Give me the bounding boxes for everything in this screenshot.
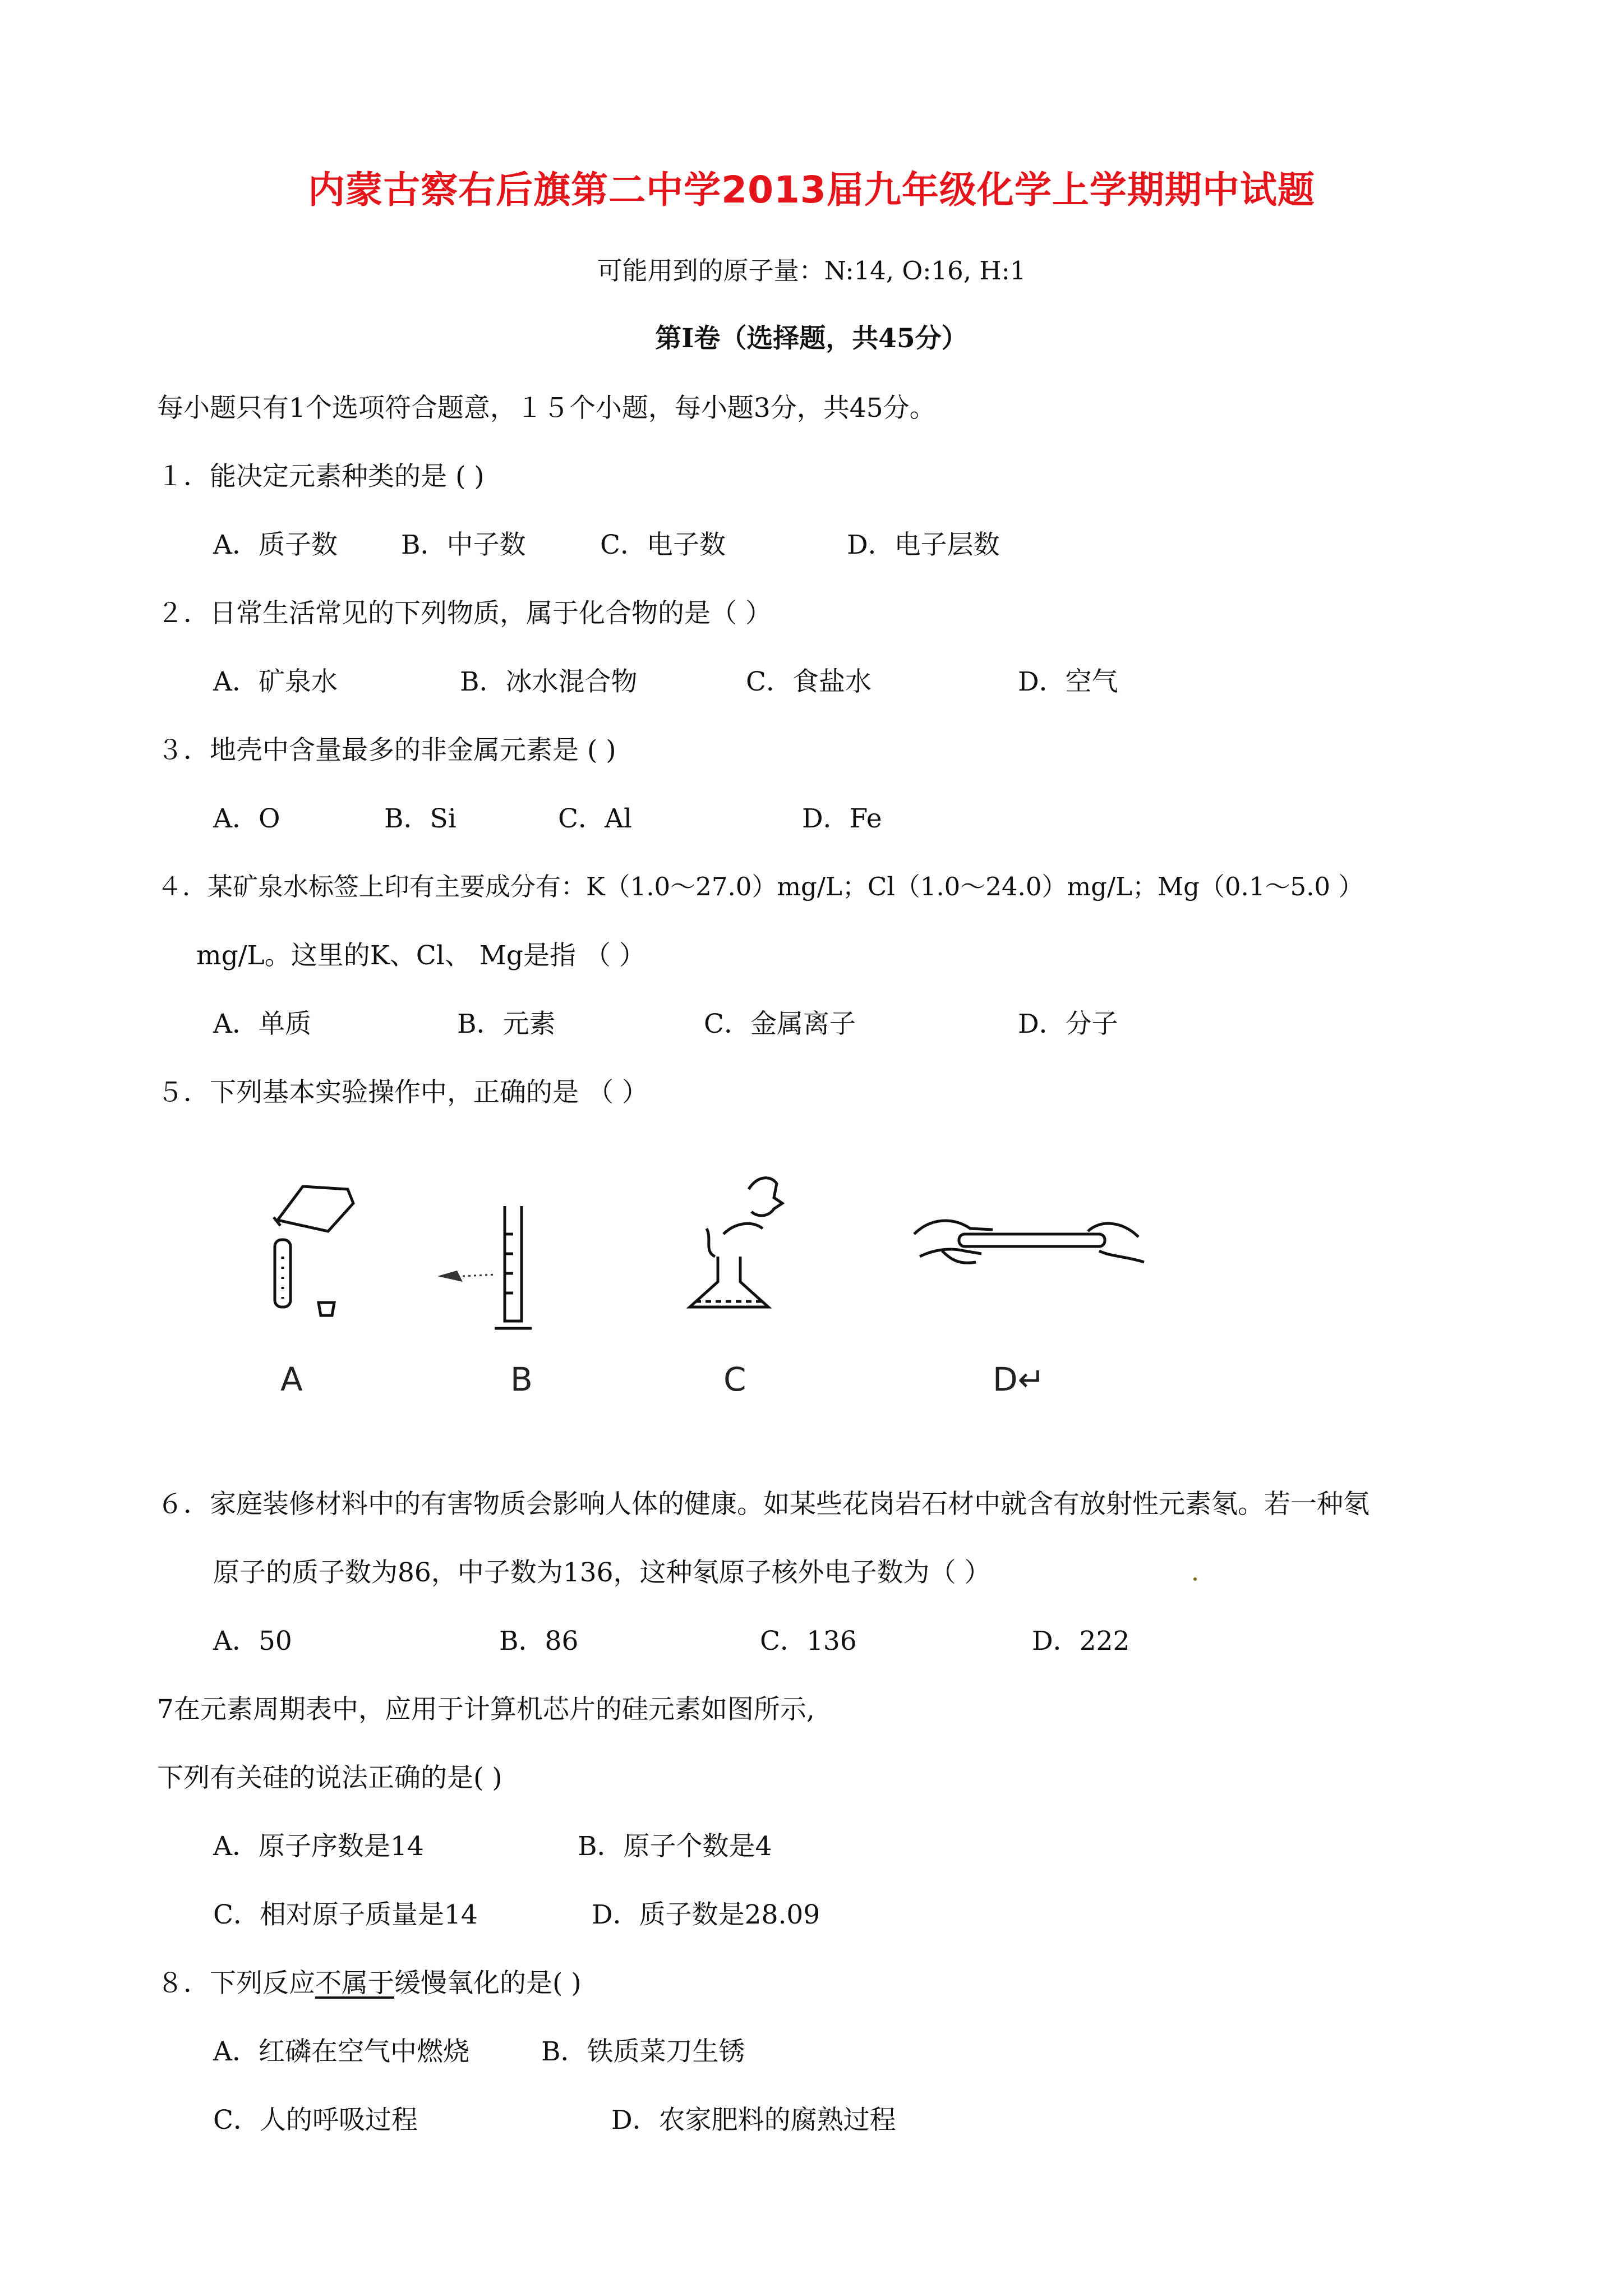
q1-option-c: C．电子数 <box>600 530 726 560</box>
q5-figure-label-b: B <box>510 1360 533 1398</box>
q2-stem: ２．日常生活常见的下列物质，属于化合物的是（ ） <box>157 598 772 629</box>
q2-option-b: B．冰水混合物 <box>460 666 638 697</box>
q7-option-b: B．原子个数是4 <box>578 1831 772 1862</box>
q3-stem: ３．地壳中含量最多的非金属元素是 ( ) <box>157 735 616 766</box>
q6-option-c: C．136 <box>760 1626 857 1657</box>
q4-option-a: A．单质 <box>213 1009 311 1039</box>
smelling-gas-figure <box>673 1167 802 1324</box>
q3-option-d: D．Fe <box>802 803 882 834</box>
q6-option-b: B．86 <box>499 1626 579 1657</box>
q8-option-a: A．红磷在空气中燃烧 <box>213 2036 469 2067</box>
q4-option-b: B．元素 <box>457 1009 556 1039</box>
q8-option-c: C．人的呼吸过程 <box>213 2105 418 2136</box>
q1-option-b: B．中子数 <box>401 530 526 560</box>
q8-option-b: B．铁质菜刀生锈 <box>541 2036 745 2067</box>
q1-option-d: D．电子层数 <box>847 530 1000 560</box>
q7-stem-line2: 下列有关硅的说法正确的是( ) <box>157 1763 502 1793</box>
graduated-cylinder-figure <box>432 1200 544 1341</box>
q2-option-a: A．矿泉水 <box>213 666 338 697</box>
q8-stem-prefix: ８．下列反应 <box>157 1968 315 1999</box>
instructions: 每小题只有1个选项符合题意，１５个小题，每小题3分，共45分。 <box>157 393 936 424</box>
section-heading: 第Ⅰ卷（选择题，共45分） <box>655 323 968 354</box>
q4-option-d: D．分子 <box>1018 1009 1118 1039</box>
q8-stem-underlined: 不属于 <box>315 1968 394 1999</box>
q7-option-d: D．质子数是28.09 <box>592 1899 820 1930</box>
q6-option-d: D．222 <box>1032 1626 1130 1657</box>
q8-stem <box>157 1962 582 2000</box>
heating-test-tube-figure <box>909 1195 1150 1296</box>
q5-figure-label-d: D↵ <box>993 1360 1045 1398</box>
q8-option-d: D．农家肥料的腐熟过程 <box>611 2105 896 2136</box>
q4-stem-line1: ４．某矿泉水标签上印有主要成分有：K（1.0～27.0）mg/L；Cl（1.0～24.0）mg/L；Mg（0.1～5.0 ） <box>157 872 1364 901</box>
exam-title: 内蒙古察右后旗第二中学2013届九年级化学上学期期中试题 <box>308 168 1315 211</box>
q5-figure-label-a: A <box>280 1360 303 1398</box>
q4-stem-line2: mg/L。这里的K、Cl、 Mg是指 （ ） <box>196 940 645 971</box>
q7-option-c: C．相对原子质量是14 <box>213 1899 478 1930</box>
q4-option-c: C．金属离子 <box>704 1009 856 1039</box>
q1-option-a: A．质子数 <box>213 530 338 560</box>
q1-stem: １．能决定元素种类的是 ( ) <box>157 461 485 492</box>
q7-option-a: A．原子序数是14 <box>213 1831 424 1862</box>
q6-stem-line1: ６．家庭装修材料中的有害物质会影响人体的健康。如某些花岗岩石材中就含有放射性元素氡。若一种氡 <box>157 1489 1370 1520</box>
q7-stem-line1: 7在元素周期表中，应用于计算机芯片的硅元素如图所示, <box>157 1694 815 1725</box>
q2-option-d: D．空气 <box>1018 666 1118 697</box>
q6-stem-line2: 原子的质子数为86，中子数为136，这种氡原子核外电子数为（ ） <box>213 1557 991 1588</box>
q2-option-c: C．食盐水 <box>746 666 872 697</box>
atomic-mass-note: 可能用到的原子量：N:14, O:16, H:1 <box>597 256 1026 286</box>
q8-stem-suffix: 缓慢氧化的是( ) <box>394 1968 582 1999</box>
q5-figure-label-c: C <box>723 1360 746 1398</box>
stray-dot-mark <box>1193 1577 1197 1581</box>
test-tube-pouring-figure <box>264 1172 365 1324</box>
q6-option-a: A．50 <box>213 1626 292 1657</box>
q3-option-a: A．O <box>213 803 280 834</box>
q3-option-c: C．Al <box>558 803 632 834</box>
q3-option-b: B．Si <box>384 803 457 834</box>
q5-stem: ５．下列基本实验操作中，正确的是 （ ） <box>157 1077 648 1108</box>
